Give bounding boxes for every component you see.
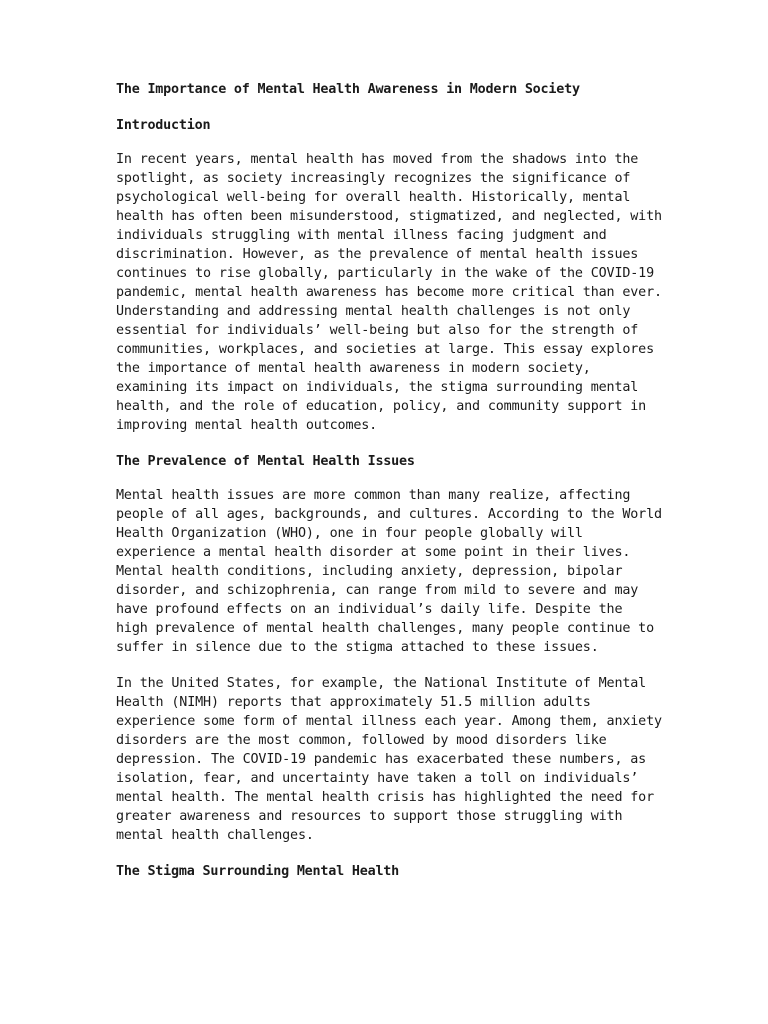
- text-line: Mental health conditions, including anxiety, depression, bipolar: [116, 564, 623, 579]
- section-heading-prevalence: The Prevalence of Mental Health Issues: [116, 454, 415, 469]
- paragraph-introduction: [116, 150, 660, 435]
- text-line: high prevalence of mental health challenges, many people continue to: [116, 621, 655, 636]
- text-line: improving mental health outcomes.: [116, 418, 378, 433]
- text-line: the importance of mental health awareness in modern society,: [116, 361, 591, 376]
- text-line: In the United States, for example, the National Institute of Mental: [116, 676, 647, 691]
- text-line: experience some form of mental illness each year. Among them, anxiety: [116, 714, 662, 729]
- text-line: spotlight, as society increasingly recognizes the significance of: [116, 171, 631, 186]
- text-line: have profound effects on an individual’s daily life. Despite the: [116, 602, 623, 617]
- text-line: discrimination. However, as the prevalence of mental health issues: [116, 247, 639, 262]
- section-heading-introduction: Introduction: [116, 118, 211, 133]
- document-page: [116, 80, 660, 896]
- section-heading-stigma: The Stigma Surrounding Mental Health: [116, 864, 400, 879]
- paragraph-prevalence-2: [116, 674, 660, 845]
- text-line: individuals struggling with mental illness facing judgment and: [116, 228, 607, 243]
- text-line: psychological well-being for overall health. Historically, mental: [116, 190, 631, 205]
- text-line: experience a mental health disorder at some point in their lives.: [116, 545, 631, 560]
- text-line: disorder, and schizophrenia, can range from mild to severe and may: [116, 583, 639, 598]
- text-line: greater awareness and resources to support those struggling with: [116, 809, 623, 824]
- text-line: people of all ages, backgrounds, and cultures. According to the World: [116, 507, 662, 522]
- text-line: suffer in silence due to the stigma attached to these issues.: [116, 640, 599, 655]
- paragraph-prevalence-1: [116, 486, 660, 657]
- text-line: Health Organization (WHO), one in four people globally will: [116, 526, 583, 541]
- text-line: In recent years, mental health has moved from the shadows into the: [116, 152, 639, 167]
- text-line: examining its impact on individuals, the stigma surrounding mental: [116, 380, 639, 395]
- text-line: mental health. The mental health crisis has highlighted the need for: [116, 790, 655, 805]
- text-line: communities, workplaces, and societies at large. This essay explores: [116, 342, 655, 357]
- text-line: depression. The COVID-19 pandemic has exacerbated these numbers, as: [116, 752, 647, 767]
- text-line: disorders are the most common, followed by mood disorders like: [116, 733, 607, 748]
- text-line: Mental health issues are more common than many realize, affecting: [116, 488, 631, 503]
- text-line: Health (NIMH) reports that approximately 51.5 million adults: [116, 695, 591, 710]
- text-line: Understanding and addressing mental health challenges is not only: [116, 304, 631, 319]
- text-line: health has often been misunderstood, stigmatized, and neglected, with: [116, 209, 662, 224]
- text-line: pandemic, mental health awareness has become more critical than ever.: [116, 285, 662, 300]
- document-title: The Importance of Mental Health Awareness in Modern Society: [116, 82, 580, 97]
- text-line: continues to rise globally, particularly in the wake of the COVID-19: [116, 266, 655, 281]
- text-line: essential for individuals’ well-being but also for the strength of: [116, 323, 639, 338]
- text-line: health, and the role of education, policy, and community support in: [116, 399, 647, 414]
- text-line: isolation, fear, and uncertainty have taken a toll on individuals’: [116, 771, 639, 786]
- text-line: mental health challenges.: [116, 828, 314, 843]
